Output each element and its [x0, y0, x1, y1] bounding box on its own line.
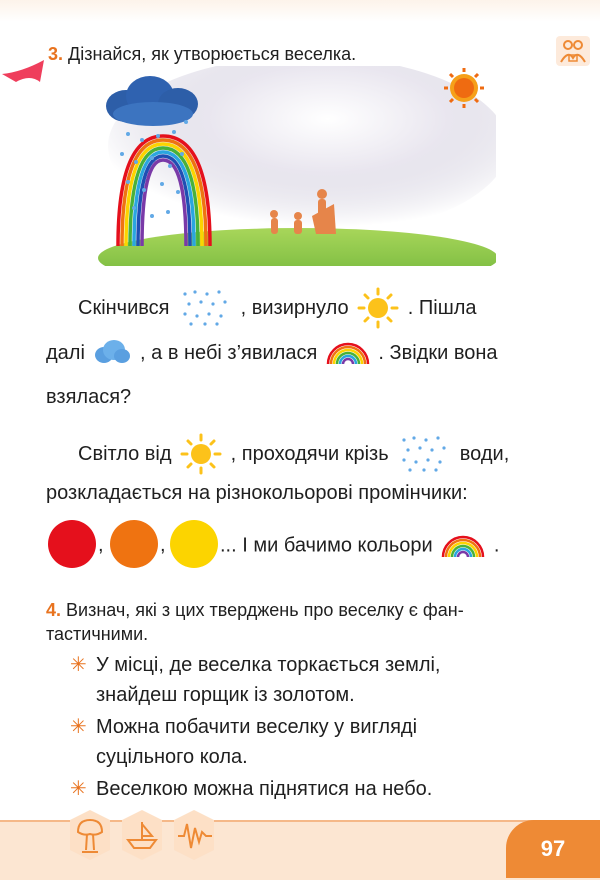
- task-line: тастичними.: [46, 624, 149, 644]
- bullet-star-icon: ✳: [70, 716, 87, 738]
- cloud-icon: [92, 338, 132, 368]
- rain-icon: [398, 434, 450, 474]
- task-line: Визнач, які з цих тверджень про веселку є фан-: [66, 600, 464, 620]
- top-band: [0, 0, 600, 22]
- rainbow-icon: [325, 340, 371, 366]
- paragraph2-line1: Світло від , проходячи крізь води,: [78, 432, 509, 476]
- task-4-heading: [46, 598, 464, 646]
- rainbow-icon: [440, 533, 486, 559]
- comma: ,: [160, 534, 166, 556]
- sun-icon: [179, 432, 223, 476]
- task-3-heading: [48, 44, 356, 65]
- rain-icon: [179, 288, 231, 328]
- sun-icon: [444, 68, 484, 108]
- task-number: 4.: [46, 600, 62, 620]
- task-title: Дізнайся, як утворюється веселка.: [68, 44, 357, 64]
- wave-signal-icon: [174, 810, 214, 860]
- pointer-arrow-icon: [0, 52, 50, 92]
- orange-color-circle: [110, 520, 158, 568]
- pair-work-icon: [556, 36, 590, 66]
- comma: ,: [98, 534, 104, 556]
- boat-icon: [122, 810, 162, 860]
- rainbow-illustration: [98, 66, 496, 266]
- bullet-star-icon: ✳: [70, 778, 87, 800]
- paragraph2-line2: розкладається на різнокольорові промінчики:: [46, 482, 468, 504]
- task-number: 3.: [48, 44, 64, 64]
- mushroom-cloud-icon: [70, 810, 110, 860]
- red-color-circle: [48, 520, 96, 568]
- paragraph1-line3: взялася?: [46, 386, 132, 408]
- sun-icon: [356, 286, 400, 330]
- yellow-color-circle: [170, 520, 218, 568]
- paragraph1-line1: Скінчився , визирнуло . Пішла: [78, 286, 477, 330]
- paragraph2-line3: ... І ми бачимо кольори .: [220, 534, 500, 557]
- footer-topic-icons: [56, 810, 236, 870]
- paragraph1-line2: далі , а в небі з’явилася . Звідки вона: [46, 338, 498, 368]
- bullet-star-icon: ✳: [70, 654, 87, 676]
- page-number: 97: [506, 820, 600, 878]
